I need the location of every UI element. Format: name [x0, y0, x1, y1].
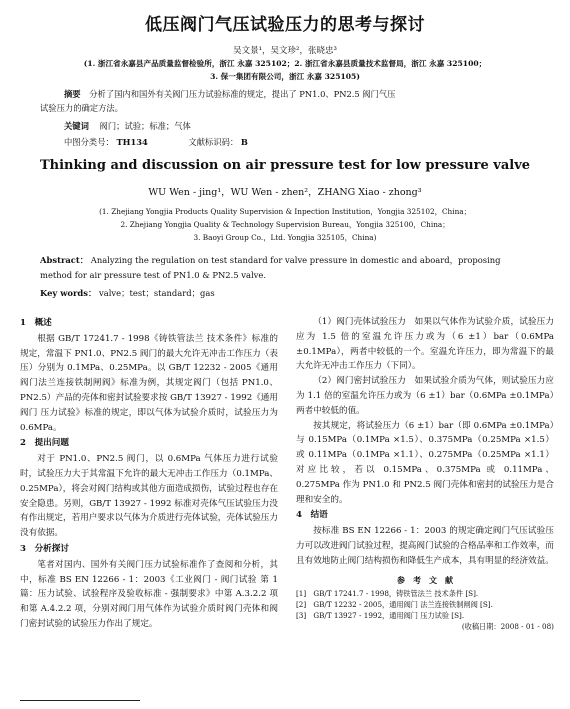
- section-2-heading: 2 提出问题: [20, 438, 69, 449]
- section-1-heading: 1 概述: [20, 318, 52, 328]
- title-cn: 低压阀门气压试验压力的思考与探讨: [145, 15, 425, 35]
- authors-cn: 吴文景¹，吴文珍²，张晓忠³: [233, 46, 337, 56]
- seal-test-paragraph: （2）阀门密封试验压力 如果试验介质为气体，则试验压力应为 1.1 倍的室温允许压力或为（6 ±1）bar（0.6MPa ±0.1MPa）两者中较低的值。: [296, 376, 554, 416]
- classification-line: [64, 136, 248, 148]
- abstract-en-label: Abstract：: [40, 255, 89, 265]
- keywords-en-label: Key words：: [40, 288, 97, 298]
- keywords-cn-text: 阀门；试验；标准；气体: [99, 121, 191, 131]
- abstract-cn-line-1: [64, 88, 396, 100]
- keywords-en: [40, 287, 215, 299]
- section-4-heading: 4 结语: [296, 510, 328, 521]
- section-3-heading: 3 分析探讨: [20, 543, 69, 554]
- affiliation-cn-line-2: 3. 保一集团有限公司，浙江 永嘉 325105): [210, 72, 360, 81]
- doc-code-label: 文献标识码：: [188, 137, 239, 147]
- references-list: [296, 588, 554, 632]
- affiliation-en-line-1: (1. Zhejiang Yongjia Products Quality Supervision & Inpection Institution，Yongjia 325102，China；: [99, 207, 471, 216]
- doc-code-value: B: [240, 137, 248, 147]
- affiliation-en-line-2: 2. Zhejiang Yongjia Quality & Technology Supervision Bureau，Yongjia 325100，China；: [120, 220, 450, 229]
- received-date: (收稿日期：2008 - 01 - 08): [461, 622, 554, 632]
- abstract-cn-label: 摘要: [64, 89, 81, 99]
- shell-test-paragraph: （1）阀门壳体试验压力 如果以气体作为试验介质，试验压力应为 1.5 倍的室温允许压力或为（6 ±1）bar（0.6MPa ±0.1MPa），两者中较低的一个。室温允许压力，即为常温下的最大允许无冲击工作压力（下同）。: [296, 317, 554, 372]
- affiliation-en-line-3: 3. Baoyi Group Co.，Ltd. Yongjia 325105，China): [193, 233, 377, 242]
- authors-en: WU Wen - jing¹，WU Wen - zhen²，ZHANG Xiao - zhong³: [148, 187, 422, 198]
- keywords-en-text: valve；test；standard；gas: [99, 288, 215, 298]
- clc-value: TH134: [116, 137, 148, 147]
- title-en: Thinking and discussion on air pressure test for low pressure valve: [39, 158, 531, 173]
- abstract-cn-line-2: 试验压力的确定方法。: [40, 103, 123, 113]
- comparison-paragraph: 按其规定，将试验压力（6 ±1）bar（即 0.6MPa ±0.1MPa）与 0.15MPa（0.1MPa ×1.5）、0.375MPa（0.25MPa ×1.5）或 0.11MPa（0.1MPa ×1.1）、0.275MPa（0.25MPa ×1.1）对应比较，若以 0.15MPa、0.375MPa 或 0.11MPa、0.275MPa 作为 PN1.0 和 PN2.5 阀门壳体和密封的试验压力是合理和安全的。: [296, 420, 554, 505]
- abstract-cn-text-1: 分析了国内和国外有关阀门压力试验标准的规定，提出了 PN1.0、PN2.5 阀门气压: [89, 89, 396, 99]
- affiliation-cn-line-1: (1. 浙江省永嘉县产品质量监督检验所，浙江 永嘉 325102；2. 浙江省永嘉县质量技术监督局，浙江 永嘉 325100；: [83, 59, 487, 68]
- section-3-text: 笔者对国内、国外有关阀门压力试验标准作了查阅和分析，其中，标准 BS EN 12266 - 1：2003《工业阀门 - 阀门试验 第 1 篇：压力试验、试验程序及验收标准 - 强制要求》中第 A.3.2.2 项和第 A.4.2.2 项，分别对阀门用气体作为试验介质时阀门壳体和阀门密封试验的试验压力作出了规定。: [20, 559, 278, 629]
- abstract-en-text: Analyzing the regulation on test standard for valve pressure in domestic and aboard，proposing method for air pressure test of PN1.0 & PN2.5 valve.: [40, 255, 501, 280]
- references-heading: 参 考 文 献: [397, 574, 453, 585]
- clc-label: 中图分类号：: [64, 137, 114, 147]
- footnote-rule: [20, 700, 140, 701]
- section-4-text: 按标准 BS EN 12266 - 1：2003 的规定确定阀门气压试验压力可以改进阀门试验过程，提高阀门试验的合格品率和工作效率，而且有效地防止阀门结构损伤和降低生产成本，具有明显的经济效益。: [296, 526, 554, 566]
- section-2-text: 对于 PN1.0、PN2.5 阀门，以 0.6MPa 气体压力进行试验时，试验压力大于其常温下允许的最大无冲击工作压力（0.1MPa、0.25MPa），将会对阀门结构或其他方面造成损伤，试验过程也存在安全隐患。另则，GB/T 13927 - 1992 标准对壳体气压试验压力没有作出规定，若用户要求以气体为介质进行壳体试验，壳体试验压力没有依据。: [20, 454, 278, 539]
- section-1-text: 根据 GB/T 17241.7 - 1998《铸铁管法兰 技术条件》标准的规定，常温下 PN1.0、PN2.5 阀门的最大允许无冲击工作压力（表压）分别为 0.1MPa、0.25MPa。以 GB/T 12232 - 2005《通用阀门法兰连接铁制闸阀》标准为例，其规定阀门（包括 PN1.0、PN2.5）产品的壳体和密封试验要求按 GB/T 13927 - 1992《通用阀门 压力试验》标准的规定，即以气体为试验介质时，试验压力为 0.6MPa。: [20, 333, 278, 433]
- keywords-cn-label: 关键词: [64, 121, 89, 131]
- keywords-cn: [64, 120, 191, 132]
- reference-item: [3] GB/T 13927 - 1992，通用阀门 压力试验 [S].: [296, 611, 465, 621]
- right-column: [296, 315, 554, 632]
- abstract-en: [40, 253, 530, 282]
- reference-item: [2] GB/T 12232 - 2005，通用阀门 法兰连接铁制闸阀 [S].: [296, 600, 493, 610]
- reference-item: [1] GB/T 17241.7 - 1998，铸铁管法兰 技术条件 [S].: [296, 589, 479, 599]
- left-column: [20, 315, 278, 632]
